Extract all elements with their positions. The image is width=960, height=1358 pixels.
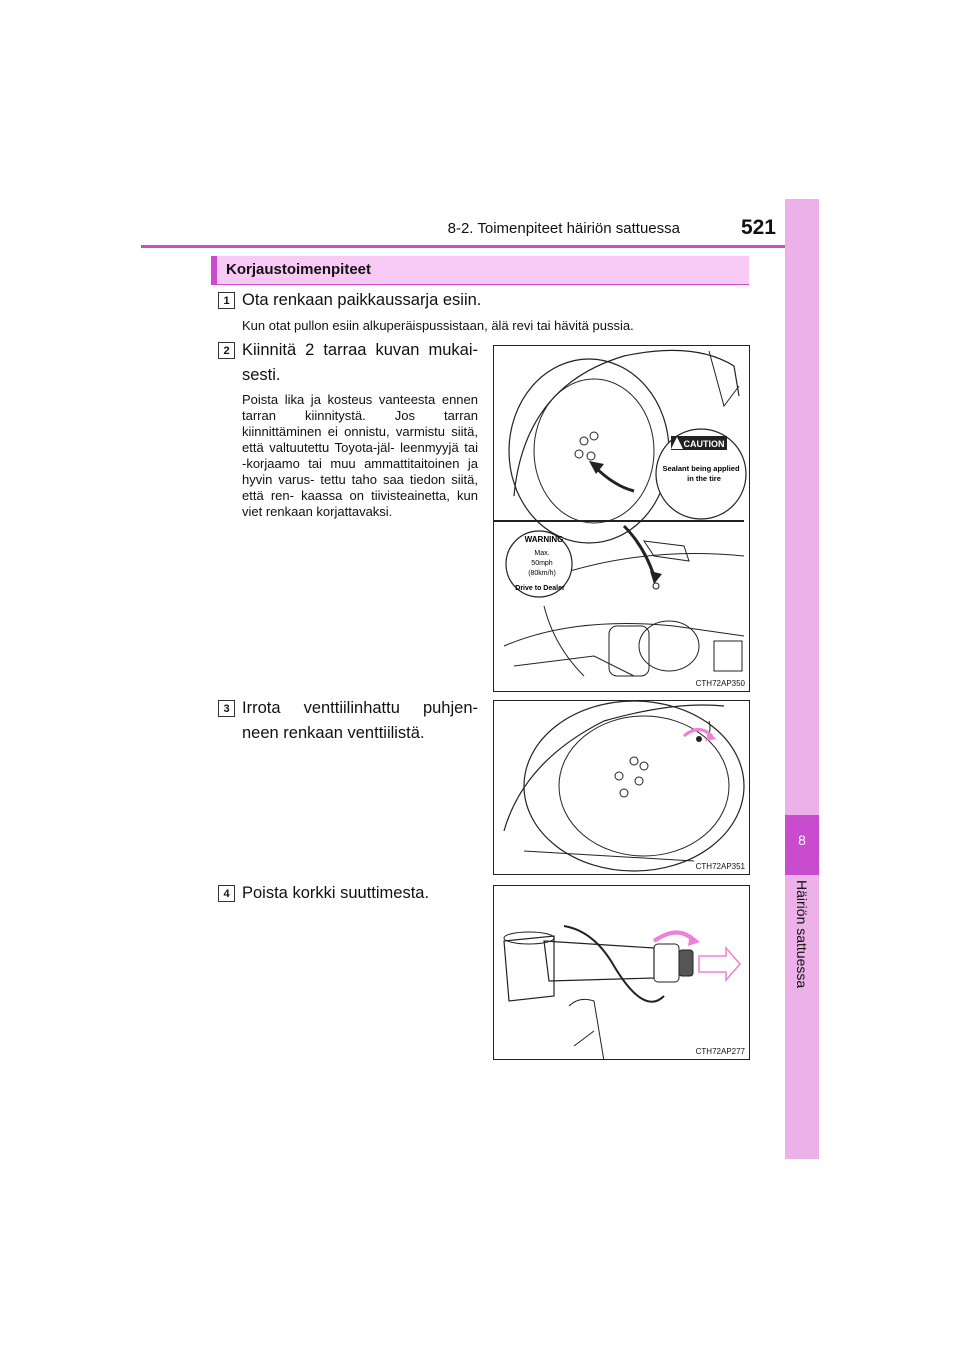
chapter-number: 8 <box>798 832 806 848</box>
hose-icon <box>494 886 750 1060</box>
caution-text-1: Sealant being applied <box>662 464 740 473</box>
step-2-title: Kiinnitä 2 tarraa kuvan mukai- sesti. <box>242 341 478 384</box>
step-2-note: Poista lika ja kosteus vanteesta ennen tarran kiinnitystä. Jos tarran kiinnittäminen ei onnistu, varmistu siitä, että valtuutettu Toyota-jäl- leenmyyjä tai -korjaamo tai muu ammattitaitoinen ja hyvin varus- tettu taho saa tiedon siitä, että ren- kaassa on tiivisteainetta, kun viet renkaan korjattavaksi. <box>242 392 478 519</box>
step-1-number: 1 <box>218 292 235 309</box>
section-banner-bar <box>211 256 217 284</box>
page-number: 521 <box>740 216 776 239</box>
step-2-number: 2 <box>218 342 235 359</box>
figure-sticker-placement <box>493 345 750 692</box>
figure-code: CTH72AP351 <box>695 862 745 871</box>
figure-valve-cap <box>493 700 750 875</box>
step-3-number: 3 <box>218 700 235 717</box>
figure-nozzle-cap <box>493 885 750 1060</box>
tire-icon <box>494 701 750 875</box>
caution-text-2: in the tire <box>687 474 721 483</box>
tire-icon <box>494 346 750 692</box>
chapter-title: Häiriön sattuessa <box>794 880 810 989</box>
step-1-title: Ota renkaan paikkaussarja esiin. <box>242 291 482 309</box>
warning-bottom: Drive to Dealer <box>515 585 565 592</box>
running-header-section: 8-2. Toimenpiteet häiriön sattuessa <box>447 220 680 237</box>
warning-kmh: (80km/h) <box>528 570 556 577</box>
arrow-icon <box>699 948 740 980</box>
warning-max: Max. <box>534 550 550 557</box>
warning-mph: 50mph <box>531 560 553 567</box>
step-3-title: Irrota venttiilinhattu puhjen- neen renkaan venttiilistä. <box>242 699 478 742</box>
warning-label: WARNING <box>524 535 564 544</box>
caution-label: CAUTION <box>683 439 725 449</box>
figure-code: CTH72AP350 <box>695 679 745 688</box>
figure-code: CTH72AP277 <box>695 1047 745 1056</box>
arrow-icon <box>654 933 694 942</box>
chapter-title-vertical <box>794 880 810 1120</box>
step-1-note: Kun otat pullon esiin alkuperäispussistaan, älä revi tai hävitä pussia. <box>242 318 634 333</box>
step-4-number: 4 <box>218 885 235 902</box>
section-title: Korjaustoimenpiteet <box>226 261 372 278</box>
step-4-title: Poista korkki suuttimesta. <box>242 884 430 902</box>
header-rule <box>141 245 789 248</box>
